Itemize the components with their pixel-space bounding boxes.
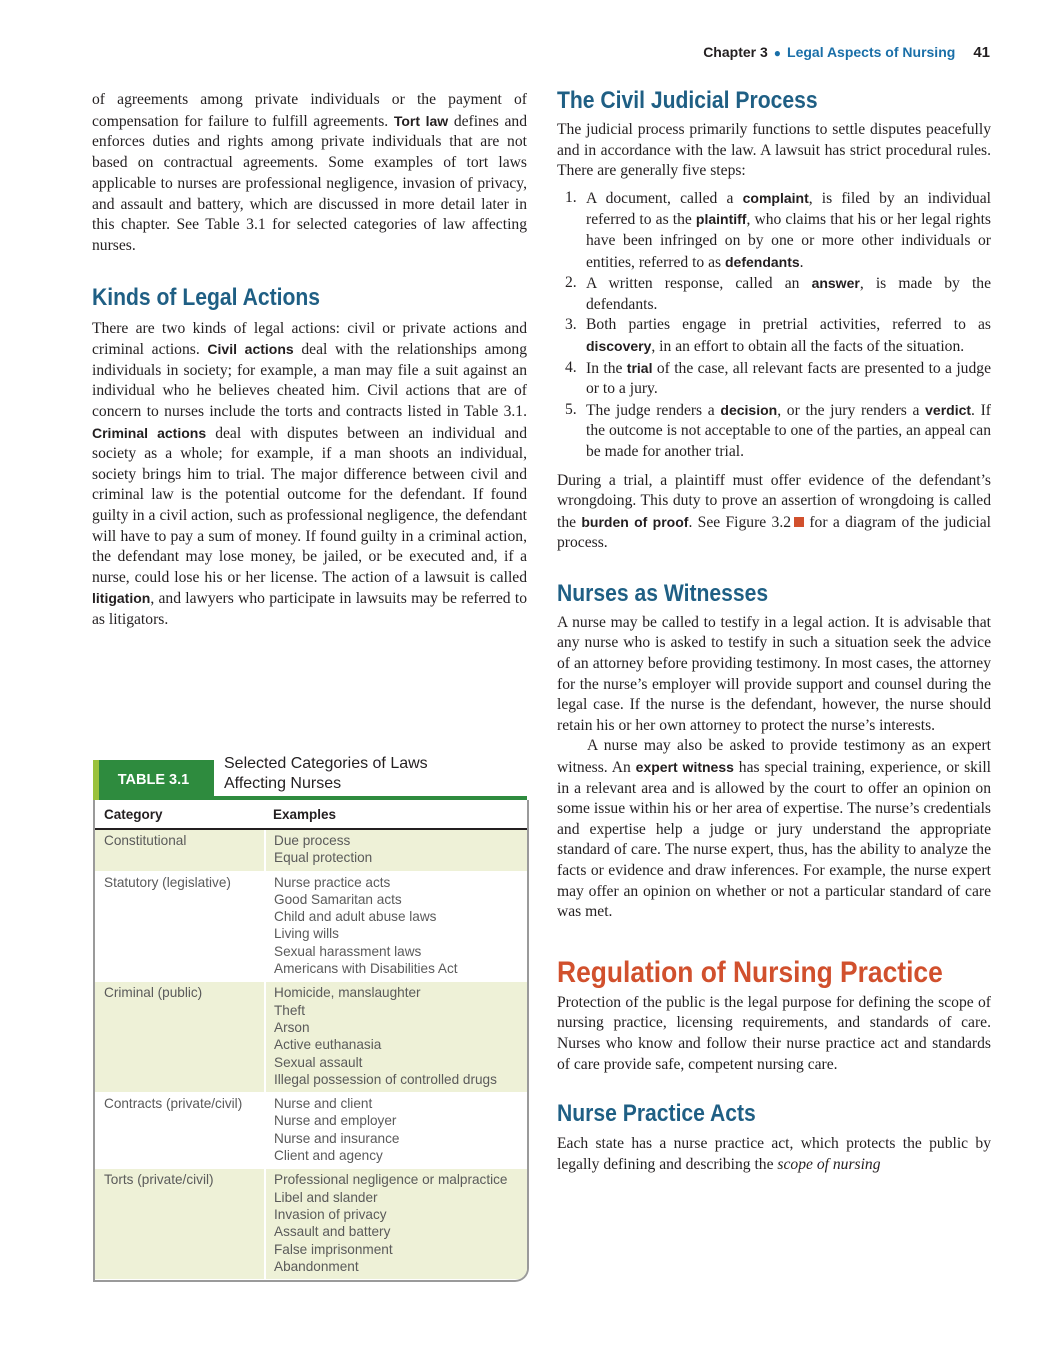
table-cell-category: Statutory (legislative): [95, 871, 265, 982]
table-tab-label: TABLE 3.1: [93, 760, 214, 800]
step-number: 4.: [565, 358, 577, 376]
text-run: , is made by the defendants.: [586, 275, 991, 313]
text-run: has special training, experience, or skill in a relevant area and is allowed by the court to offer an opinion on some issue within his or her area of expertise. The nurse’s credentials and expertise help a judge or jury understand the appropriate standard of care. The nurse expert, thus, has the ability to analyze the facts or evidence and draw inferences. For example, the nurse expert may offer an opinion on whether or not a particular standard of care was met.: [557, 759, 991, 921]
table-row: [95, 829, 527, 871]
text-run: , and lawyers who participate in lawsuits may be referred to as litigators.: [92, 590, 527, 628]
key-term: discovery: [586, 337, 652, 354]
table-row: [95, 982, 527, 1093]
text-run: deal with the relationships among individuals in society; for example, a man may file a suit against an individual who he believes cheated him. Civil actions that are of concern to nurses include the torts and contracts listed in Table 3.1.: [92, 341, 527, 420]
list-item: [557, 358, 991, 400]
table-cell-examples: Nurse practice acts Good Samaritan acts Child and adult abuse laws Living wills Sexual harassment laws Americans with Disabilities Act: [265, 871, 527, 982]
list-item: [557, 273, 991, 315]
figure-marker-icon: [794, 517, 804, 527]
key-term: litigation: [92, 590, 151, 607]
key-term: Civil actions: [207, 341, 294, 358]
table-body: [93, 800, 529, 1282]
heading-kinds-of-legal-actions: Kinds of Legal Actions: [92, 283, 321, 311]
table-cell-examples: Homicide, manslaughter Theft Arson Active euthanasia Sexual assault Illegal possession of controlled drugs: [265, 982, 527, 1093]
text-run: .: [799, 253, 804, 271]
text-run: There are two kinds of legal actions: civil or private actions and criminal actions.: [92, 319, 527, 359]
steps-list: [557, 188, 991, 463]
step-number: 2.: [565, 274, 577, 292]
table-title-line: Selected Categories of Laws: [224, 755, 428, 772]
key-term: decision: [720, 401, 778, 418]
text-run: In the: [586, 359, 627, 377]
text-run: A nurse may also be asked to provide testimony as an expert witness. An: [557, 737, 991, 777]
step-number: 5.: [565, 400, 577, 418]
table-title: [224, 754, 428, 794]
table-cell-examples: Professional negligence or malpractice Libel and slander Invasion of privacy Assault and battery False imprisonment Abandonment: [265, 1169, 527, 1279]
regulation-paragraph: Protection of the public is the legal purpose for defining the scope of nursing practice, licensing requirements, and standards of care. Nurses who know and follow their nurse practice act and standards of care provide safe, competent nursing care.: [557, 993, 991, 1073]
kinds-paragraph: [92, 319, 527, 631]
text-run: , or the jury renders a: [777, 401, 926, 419]
text-run: The judge renders a: [586, 401, 721, 419]
text-run: During a trial, a plaintiff must offer evidence of the defendant’s wrongdoing. This duty to prove an assertion of wrongdoing is called the: [557, 471, 991, 531]
list-item: [557, 188, 991, 273]
table-cell-category: Criminal (public): [95, 982, 265, 1093]
text-run: , is filed by an individual referred to as the: [586, 189, 991, 229]
key-term: Tort law: [393, 112, 449, 129]
chapter-label: Chapter 3: [703, 44, 768, 60]
table-title-line: Affecting Nurses: [224, 775, 342, 792]
text-run: , in an effort to obtain all the facts of the situation.: [651, 337, 965, 355]
text-run: Each state has a nurse practice act, which protects the public by legally defining and describing the: [557, 1135, 991, 1173]
text-run: , who claims that his or her legal rights have been infringed on by one or more other individuals or entities, referred to as: [586, 211, 991, 271]
key-term: Criminal actions: [92, 424, 207, 441]
key-term: complaint: [742, 189, 809, 206]
intro-paragraph: [92, 90, 527, 257]
text-run: defines and enforces duties and rights among private individuals that are not based on contractual agreements. Some examples of tort laws applicable to nurses are professional negligence, invasion of privacy, and assault and battery, which are discussed in more detail later in this chapter. See Table 3.1 for selected categories of law affecting nurses.: [92, 112, 527, 254]
heading-civil-judicial-process: The Civil Judicial Process: [557, 87, 818, 114]
table-3-1: [93, 752, 527, 1282]
witnesses-paragraph-2: [557, 736, 991, 922]
list-item: [557, 400, 991, 463]
npa-paragraph: [557, 1134, 991, 1175]
civil-intro-paragraph: The judicial process primarily functions to settle disputes peacefully and in accordance with the law. A lawsuit has strict procedural rules. There are generally five steps:: [557, 121, 991, 180]
witnesses-paragraph-1: A nurse may be called to testify in a legal action. It is advisable that any nurse who is asked to testify in such a situation seek the advice of an attorney before providing testimony. In most cases, the attorney for the nurse’s employer will provide support and counsel during the legal case. If the nurse is the defendant, however, the nurse should retain his or her own attorney to protect the nurse’s interests.: [557, 613, 991, 734]
text-run: . If the outcome is not acceptable to one of the parties, an appeal can be made for another trial.: [586, 401, 992, 460]
key-term: verdict: [925, 401, 972, 418]
heading-regulation-of-nursing-practice: Regulation of Nursing Practice: [557, 955, 943, 989]
table-row: [95, 871, 527, 982]
key-term: plaintiff: [695, 211, 747, 228]
list-item: [557, 315, 991, 357]
left-column: [92, 90, 527, 631]
key-term: expert witness: [635, 759, 734, 776]
burden-paragraph: [557, 471, 991, 554]
key-term: answer: [811, 275, 860, 292]
italic-term: scope of nursing: [777, 1155, 881, 1173]
section-title: Legal Aspects of Nursing: [787, 44, 956, 60]
bullet-icon: ●: [773, 46, 782, 60]
column-header-category: Category: [95, 800, 265, 829]
table-cell-examples: Due process Equal protection: [265, 829, 527, 871]
table-cell-category: Torts (private/civil): [95, 1169, 265, 1279]
key-term: trial: [626, 359, 653, 376]
text-run: for a diagram of the judicial process.: [557, 513, 991, 552]
heading-nurse-practice-acts: Nurse Practice Acts: [557, 1100, 756, 1128]
table-cell-category: Contracts (private/civil): [95, 1093, 265, 1169]
running-head: [703, 44, 990, 61]
table-cell-examples: Nurse and client Nurse and employer Nurse and insurance Client and agency: [265, 1093, 527, 1169]
table-cell-category: Constitutional: [95, 829, 265, 871]
text-run: Both parties engage in pretrial activities, referred to as: [586, 316, 991, 334]
text-run: A document, called a: [586, 189, 743, 207]
column-header-examples: Examples: [265, 800, 527, 829]
step-number: 1.: [565, 188, 577, 206]
table-row: [95, 1093, 527, 1169]
text-run: deal with disputes between an individual and society as a whole; for example, if a man shoots an individual, society brings him to trial. The major difference between civil and criminal law is the potential outcome for the defendant. If found guilty in a civil action, such as professional negligence, the defendant will have to pay a sum of money. If found guilty in a criminal action, the defendant may lose money, be jailed, or be executed and, if a nurse, could lose his or her license. The action of a lawsuit is called: [92, 424, 527, 586]
heading-nurses-as-witnesses: Nurses as Witnesses: [557, 579, 769, 607]
text-run: of agreements among private individuals or the payment of compensation for failure to fulfill agreements.: [92, 91, 527, 130]
right-column: [557, 86, 991, 1175]
key-term: burden of proof: [581, 513, 689, 530]
law-categories-table: [95, 800, 527, 1279]
table-row: [95, 1169, 527, 1279]
key-term: defendants: [724, 253, 800, 270]
step-number: 3.: [565, 316, 577, 334]
text-run: A written response, called an: [586, 275, 812, 293]
text-run: of the case, all relevant facts are presented to a judge or to a jury.: [586, 359, 991, 398]
page-number: 41: [973, 44, 990, 61]
text-run: . See Figure 3.2: [688, 513, 792, 531]
